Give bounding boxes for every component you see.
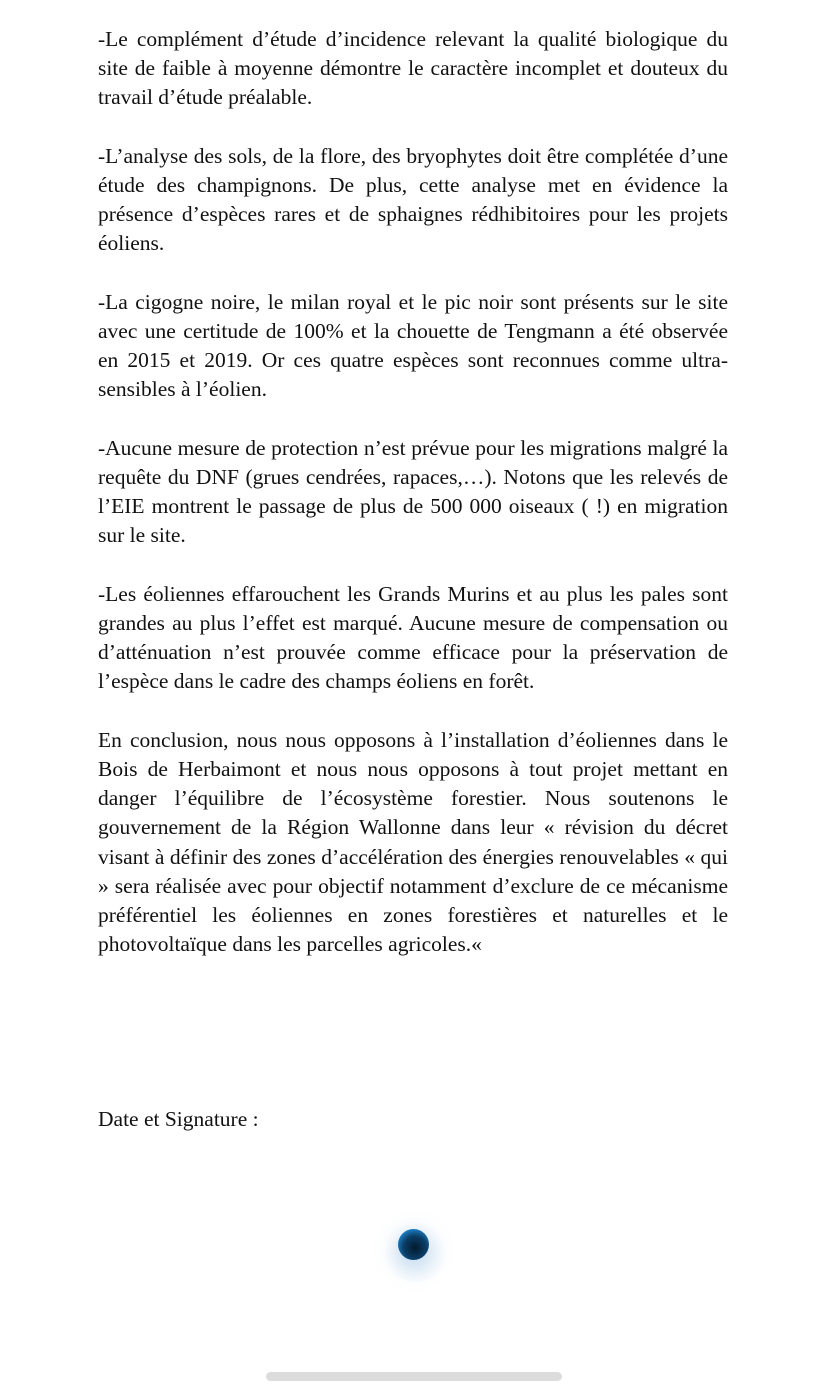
signature-label: Date et Signature : — [98, 1107, 259, 1131]
paragraph-migrations: -Aucune mesure de protection n’est prévue pour les migrations malgré la requête du DNF (grues cendrées, rapaces,…). Notons que les relevés de l’EIE montrent le passage de plus de 500 000 oiseaux ( !) en migration sur le site. — [98, 435, 728, 548]
paragraph-study-complement: -Le complément d’étude d’incidence relevant la qualité biologique du site de faible à moyenne démontre le caractère incomplet et douteux du travail d’étude préalable. — [98, 27, 728, 110]
paragraph-soil-analysis: -L’analyse des sols, de la flore, des bryophytes doit être complétée d’une étude des champignons. De plus, cette analyse met en évidence la présence d’espèces rares et de sphaignes rédhibitoires pour les projets éoliens. — [98, 143, 728, 256]
paragraph-grands-murins: -Les éoliennes effarouchent les Grands Murins et au plus les pales sont grandes au plus l’effet est marqué. Aucune mesure de compensation ou d’atténuation n’est prouvée comme efficace pour la préservation de l’espèce dans le cadre des champs éoliens en forêt. — [98, 581, 728, 694]
paragraph-bird-species: -La cigogne noire, le milan royal et le pic noir sont présents sur le site avec une certitude de 100% et la chouette de Tengmann a été observée en 2015 et 2019. Or ces quatre espèces sont reconnues comme ultra-sensibles à l’éolien. — [98, 289, 728, 402]
assistant-orb-icon[interactable] — [398, 1229, 429, 1260]
document-body — [98, 25, 728, 989]
paragraph-conclusion: En conclusion, nous nous opposons à l’installation d’éoliennes dans le Bois de Herbaimont et nous nous opposons à tout projet mettant en danger l’équilibre de l’écosystème forestier. Nous soutenons le gouvernement de la Région Wallonne dans leur « révision du décret visant à définir des zones d’accélération des énergies renouvelables « qui » sera réalisée avec pour objectif notamment d’exclure de ce mécanisme préférentiel les éoliennes en zones forestières et naturelles et le photovoltaïque dans les parcelles agricoles.« — [98, 727, 728, 957]
home-indicator[interactable] — [266, 1372, 562, 1381]
